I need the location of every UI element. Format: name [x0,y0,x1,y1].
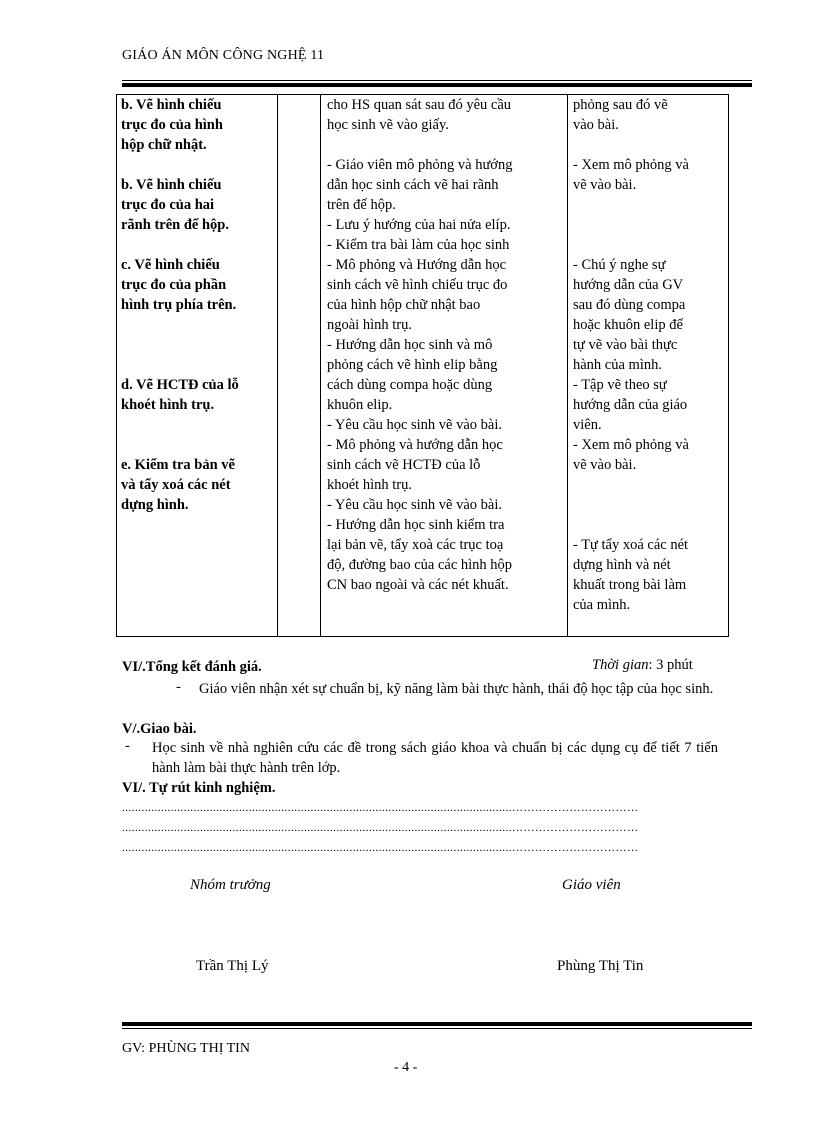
lesson-activity-table [116,94,729,637]
group-leader-name: Trần Thị Lý [196,958,269,974]
student-activity: phỏng sau đó vẽ vào bài. [573,97,668,133]
experience-dotted-line: ........................................................................................................................…………………………… [122,842,639,854]
footer-teacher: GV: PHÙNG THỊ TIN [122,1041,250,1056]
bullet-dash: - [176,679,181,695]
homework-heading: V/.Giao bài. [122,721,197,737]
teacher-activity: - Hướng dẫn học sinh kiểm tra lại bản vẽ, tẩy xoà các trục toạ độ, đường bao của các hình hộp CN bao ngoài và các nét khuất. [327,517,513,593]
teacher-name: Phùng Thị Tin [557,958,644,974]
content-column [117,95,278,637]
teacher-activity-column [321,95,568,637]
student-activity: - Xem mô phỏng và vẽ vào bài. [573,437,689,473]
experience-dotted-line: ........................................................................................................................…………………………… [122,802,639,814]
teacher-activity: - Giáo viên mô phỏng và hướng dẫn học sinh cách vẽ hai rãnh trên đế hộp. - Lưu ý hướng của hai nửa elíp. - Kiểm tra bài làm của học sinh [327,157,513,253]
page-header-title: GIÁO ÁN MÔN CÔNG NGHỆ 11 [122,48,325,63]
footer-rule-thick [122,1022,752,1026]
student-activity: - Tự tẩy xoá các nét dựng hình và nét khuất trong bài làm của mình. [573,537,689,613]
group-leader-label: Nhóm trưởng [190,877,271,893]
summary-heading: VI/.Tổng kết đánh giá. [122,659,262,675]
teacher-activity: - Mô phỏng và hướng dẫn học sinh cách vẽ HCTĐ của lỗ khoét hình trụ. - Yêu cầu học sinh vẽ vào bài. [327,437,503,513]
content-item: e. Kiểm tra bản vẽ và tẩy xoá các nét dựng hình. [121,457,235,513]
header-rule-thick [122,83,752,87]
content-item: b. Vẽ hình chiếu trục đo của hình hộp chữ nhật. [121,97,223,153]
teacher-activity: - Mô phỏng và Hướng dẫn học sinh cách vẽ hình chiếu trục đo của hình hộp chữ nhật bao ngoài hình trụ. - Hướng dẫn học sinh và mô phỏng cách vẽ hình elip bằng cách dùng compa hoặc dùng khuôn elip. - Yêu cầu học sinh vẽ vào bài. [327,257,508,433]
bullet-dash: - [125,738,130,754]
content-item: d. Vẽ HCTĐ của lỗ khoét hình trụ. [121,377,239,413]
time-column [278,95,321,637]
experience-dotted-line: ........................................................................................................................…………………………… [122,822,639,834]
student-activity: - Chú ý nghe sự hướng dẫn của GV sau đó dùng compa hoặc khuôn elip để tự vẽ vào bài thực hành của mình. - Tập vẽ theo sự hướng dẫn của giáo viên. [573,257,688,433]
footer-rule-thin [122,1028,752,1029]
content-item: b. Vẽ hình chiếu trục đo của hai rãnh trên đế hộp. [121,177,229,233]
student-activity: - Xem mô phỏng và vẽ vào bài. [573,157,689,193]
summary-bullet: Giáo viên nhận xét sự chuẩn bị, kỹ năng làm bài thực hành, thái độ học tập của học sinh. [199,681,714,697]
teacher-label: Giáo viên [562,877,621,893]
header-rule-thin [122,80,752,81]
content-item: c. Vẽ hình chiếu trục đo của phần hình trụ phía trên. [121,257,237,313]
student-activity-column [568,95,729,637]
table-row [117,95,729,637]
experience-heading: VI/. Tự rút kinh nghiệm. [122,780,276,796]
homework-bullet: Học sinh về nhà nghiên cứu các đề trong sách giáo khoa và chuẩn bị các dụng cụ để tiết 7 tiến hành làm bài thực hành trên lớp. [152,740,718,776]
page-number: - 4 - [394,1060,418,1075]
summary-time: Thời gian: 3 phút [592,657,693,673]
teacher-activity: cho HS quan sát sau đó yêu cầu học sinh vẽ vào giấy. [327,97,512,133]
